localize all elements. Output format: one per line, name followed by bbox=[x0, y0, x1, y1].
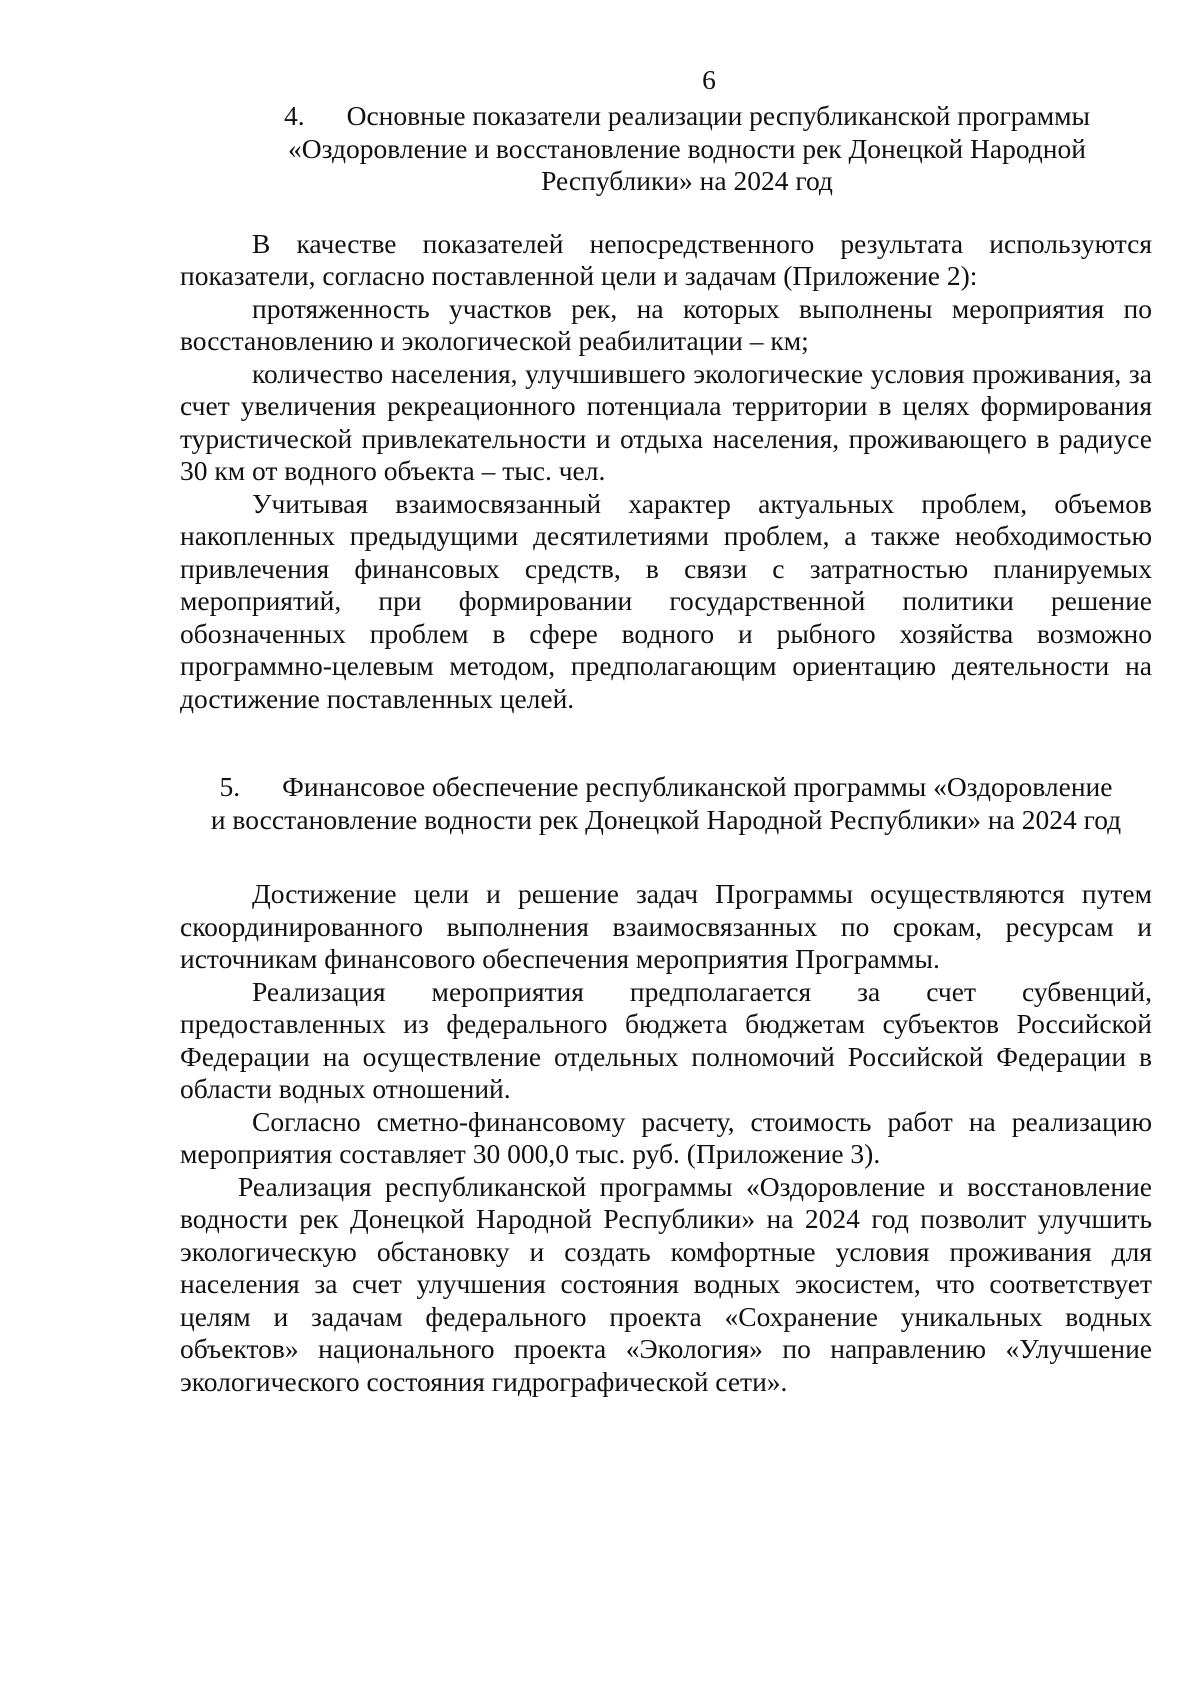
section-4-heading bbox=[222, 100, 1152, 198]
section-5-paragraph-2: Реализация мероприятия предполагается за счет субвенций, предоставленных из федерального бюджета бюджетам субъектов Российской Федерации на осуществление отдельных полномочий Российской Федерации в области водных отношений. bbox=[180, 975, 1152, 1104]
section-5-title-line-1: 5. Финансовое обеспечение республиканской программы «Оздоровление bbox=[219, 771, 1113, 802]
section-4-title-line-1: 4. Основные показатели реализации республиканской программы bbox=[283, 100, 1090, 131]
section-4-paragraph-4: Учитывая взаимосвязанный характер актуальных проблем, объемов накопленных предыдущими десятилетиями проблем, а также необходимостью привлечения финансовых средств, в связи с затратностью планируемых мероприятий, при формировании государственной политики решение обозначенных проблем в сфере водного и рыбного хозяйства возможно программно-целевым методом, предполагающим ориентацию деятельности на достижение поставленных целей. bbox=[180, 487, 1152, 714]
page-number: 6 bbox=[702, 64, 716, 95]
section-5-paragraph-4: Реализация республиканской программы «Оздоровление и восстановление водности рек Донецкой Народной Республики» на 2024 год позволит улучшить экологическую обстановку и создать комфортные условия проживания для населения за счет улучшения состояния водных экосистем, что соответствует целям и задачам федерального проекта «Сохранение уникальных водных объектов» национального проекта «Экология» по направлению «Улучшение экологического состояния гидрографической сети». bbox=[180, 1170, 1152, 1397]
section-4-paragraph-2: протяженность участков рек, на которых выполнены мероприятия по восстановлению и экологической реабилитации – км; bbox=[180, 292, 1152, 356]
section-5-title-line-2: и восстановление водности рек Донецкой Народной Республики» на 2024 год bbox=[210, 803, 1122, 835]
section-5-body bbox=[180, 878, 1152, 1398]
section-4-title-line-2: «Оздоровление и восстановление водности рек Донецкой Народной bbox=[288, 132, 1086, 164]
section-4-paragraph-3: количество населения, улучшившего экологические условия проживания, за счет увеличения рекреационного потенциала территории в целях формирования туристической привлекательности и отдыха населения, проживающего в радиусе 30 км от водного объекта – тыс. чел. bbox=[180, 357, 1152, 486]
section-5-heading bbox=[180, 771, 1152, 836]
section-5-number: 5. bbox=[219, 771, 241, 802]
section-5-paragraph-3: Согласно сметно-финансовому расчету, стоимость работ на реализацию мероприятия составляет 30 000,0 тыс. руб. (Приложение 3). bbox=[180, 1105, 1152, 1169]
document-page bbox=[180, 60, 1152, 1398]
section-4-number: 4. bbox=[283, 100, 305, 131]
section-4-body bbox=[180, 228, 1152, 716]
section-4-paragraph-1: В качестве показателей непосредственного результата используются показатели, согласно поставленной цели и задачам (Приложение 2): bbox=[180, 227, 1152, 291]
section-5-paragraph-1: Достижение цели и решение задач Программы осуществляются путем скоординированного выполнения взаимосвязанных по срокам, ресурсам и источникам финансового обеспечения мероприятия Программы. bbox=[180, 878, 1152, 974]
section-4-title-line-3: Республики» на 2024 год bbox=[541, 165, 833, 196]
